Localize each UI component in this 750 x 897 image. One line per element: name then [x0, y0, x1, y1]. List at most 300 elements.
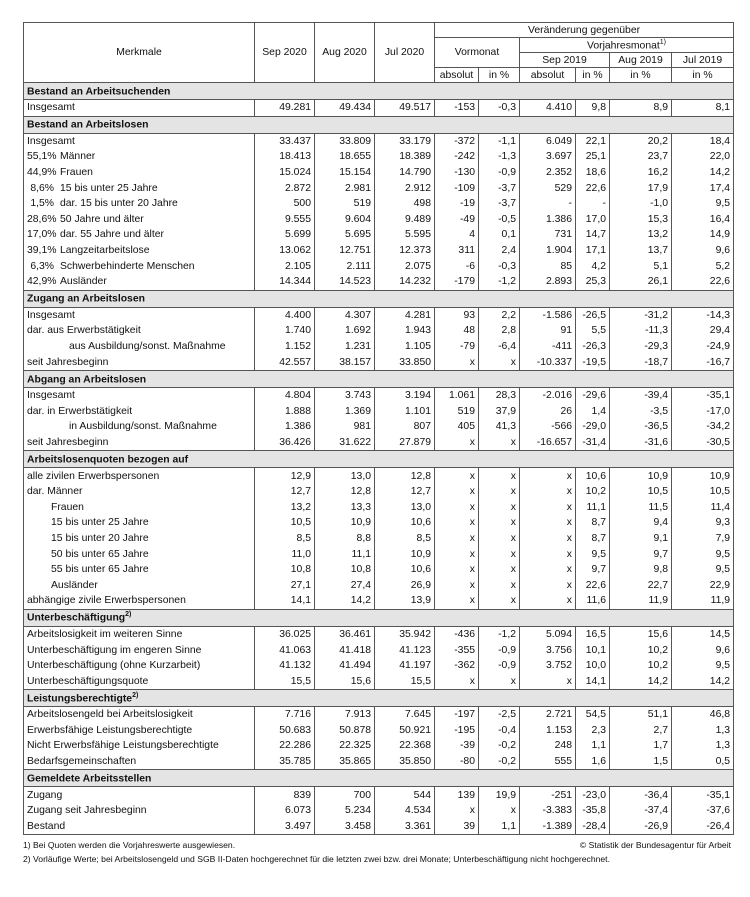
value-cell: 9.489	[375, 212, 435, 228]
value-cell: 1,5	[610, 754, 672, 770]
value-cell: 11,5	[610, 499, 672, 515]
value-cell: 500	[255, 196, 315, 212]
value-cell: 5.695	[315, 227, 375, 243]
value-cell: 22,0	[672, 149, 734, 165]
section-header	[24, 770, 734, 787]
value-cell: 11,1	[576, 499, 610, 515]
value-cell: 85	[520, 258, 576, 274]
value-cell: x	[479, 531, 520, 547]
value-cell: 33.850	[375, 354, 435, 370]
value-cell: 8,8	[315, 531, 375, 547]
section-title-cell	[24, 370, 734, 387]
row-label: Zugang	[27, 789, 63, 801]
value-cell: 11,9	[610, 593, 672, 609]
value-cell: 9,5	[672, 658, 734, 674]
value-cell: -3,5	[610, 404, 672, 420]
table-row	[24, 626, 734, 642]
value-cell: -3,7	[479, 180, 520, 196]
value-cell: 11,0	[255, 546, 315, 562]
copyright: © Statistik der Bundesagentur für Arbeit	[579, 840, 731, 851]
value-cell: 9,6	[672, 642, 734, 658]
row-label: Erwerbsfähige Leistungsberechtigte	[27, 724, 193, 736]
value-cell: 1,1	[576, 738, 610, 754]
value-cell: -1,3	[479, 149, 520, 165]
value-cell: x	[435, 531, 479, 547]
row-label-cell	[24, 196, 255, 212]
value-cell: 4	[435, 227, 479, 243]
row-label-cell	[24, 274, 255, 290]
row-label-cell	[24, 626, 255, 642]
value-cell: 33.437	[255, 133, 315, 149]
value-cell: -0,3	[479, 258, 520, 274]
value-cell: 1.386	[255, 419, 315, 435]
value-cell: 15,6	[610, 626, 672, 642]
value-cell: 5.699	[255, 227, 315, 243]
value-cell: -1,2	[479, 274, 520, 290]
value-cell: 2.721	[520, 707, 576, 723]
value-cell: x	[435, 593, 479, 609]
value-cell: -1,1	[479, 133, 520, 149]
value-cell: 14,1	[576, 673, 610, 689]
veraenderung-header: Veränderung gegenüber	[435, 23, 734, 38]
value-cell: 18.389	[375, 149, 435, 165]
value-cell: -80	[435, 754, 479, 770]
value-cell: 19,9	[479, 787, 520, 803]
value-cell: 5,5	[576, 323, 610, 339]
table-row	[24, 258, 734, 274]
row-label: Frauen	[60, 167, 93, 179]
row-label: dar. 55 Jahre und älter	[60, 229, 164, 241]
value-cell: -3,7	[479, 196, 520, 212]
value-cell: 15,5	[375, 673, 435, 689]
value-cell: 15,5	[255, 673, 315, 689]
row-label-cell	[24, 243, 255, 259]
value-cell: -436	[435, 626, 479, 642]
row-label: Arbeitslosigkeit im weiteren Sinne	[27, 628, 183, 640]
row-label-cell	[24, 387, 255, 403]
row-label: Bestand	[27, 820, 66, 832]
row-label: Insgesamt	[27, 135, 75, 147]
value-cell: x	[520, 468, 576, 484]
row-label: 55 bis unter 65 Jahre	[51, 564, 149, 576]
section-title-cell	[24, 609, 734, 626]
row-label: 50 bis unter 65 Jahre	[51, 548, 149, 560]
value-cell: -49	[435, 212, 479, 228]
value-cell: 10,5	[672, 484, 734, 500]
value-cell: 10,9	[610, 468, 672, 484]
value-cell: 1.061	[435, 387, 479, 403]
value-cell: 15.024	[255, 165, 315, 181]
value-cell: -0,4	[479, 723, 520, 739]
row-label-cell	[24, 133, 255, 149]
value-cell: 10,8	[255, 562, 315, 578]
row-label-cell	[24, 562, 255, 578]
value-cell: 1.386	[520, 212, 576, 228]
row-label: dar. Männer	[27, 486, 83, 498]
table-row	[24, 354, 734, 370]
value-cell: 25,1	[576, 149, 610, 165]
value-cell: 14.523	[315, 274, 375, 290]
value-cell: 22.286	[255, 738, 315, 754]
value-cell: x	[435, 562, 479, 578]
value-cell: -0,9	[479, 165, 520, 181]
value-cell: 1,7	[610, 738, 672, 754]
row-label-cell	[24, 577, 255, 593]
value-cell: x	[479, 484, 520, 500]
value-cell: 35.785	[255, 754, 315, 770]
value-cell: x	[479, 546, 520, 562]
section-header	[24, 370, 734, 387]
row-label-cell	[24, 484, 255, 500]
value-cell: 700	[315, 787, 375, 803]
value-cell: -197	[435, 707, 479, 723]
value-cell: -1.586	[520, 307, 576, 323]
value-cell: 14.232	[375, 274, 435, 290]
table-row	[24, 274, 734, 290]
value-cell: 5.094	[520, 626, 576, 642]
value-cell: 25,3	[576, 274, 610, 290]
value-cell: x	[479, 673, 520, 689]
value-cell: -26,5	[576, 307, 610, 323]
value-cell: 15.154	[315, 165, 375, 181]
value-cell: 8,5	[255, 531, 315, 547]
row-label: dar. aus Erwerbstätigkeit	[27, 325, 141, 337]
share-percent: 1,5%	[30, 198, 54, 210]
value-cell: 2.352	[520, 165, 576, 181]
row-label-cell	[24, 404, 255, 420]
value-cell: 13,0	[375, 499, 435, 515]
value-cell: 54,5	[576, 707, 610, 723]
row-label: in Ausbildung/sonst. Maßnahme	[69, 421, 217, 433]
value-cell: 9.555	[255, 212, 315, 228]
table-row	[24, 323, 734, 339]
section-header	[24, 290, 734, 307]
value-cell: -195	[435, 723, 479, 739]
table-row	[24, 404, 734, 420]
value-cell: 2.872	[255, 180, 315, 196]
section-title: Leistungsberechtigte	[27, 693, 133, 705]
row-label-cell	[24, 658, 255, 674]
section-title: Gemeldete Arbeitsstellen	[27, 773, 152, 785]
value-cell: 1.101	[375, 404, 435, 420]
value-cell: 1.369	[315, 404, 375, 420]
value-cell: -16,7	[672, 354, 734, 370]
row-label: seit Jahresbeginn	[27, 356, 109, 368]
value-cell: -411	[520, 339, 576, 355]
value-cell: -26,4	[672, 819, 734, 835]
table-row	[24, 435, 734, 451]
value-cell: 13,9	[375, 593, 435, 609]
table-row	[24, 196, 734, 212]
value-cell: -242	[435, 149, 479, 165]
value-cell: 10,0	[576, 658, 610, 674]
value-cell: 14,9	[672, 227, 734, 243]
value-cell: 27.879	[375, 435, 435, 451]
table-row	[24, 562, 734, 578]
value-cell: -	[576, 196, 610, 212]
row-label-cell	[24, 339, 255, 355]
row-label-cell	[24, 419, 255, 435]
share-percent: 28,6%	[27, 213, 57, 225]
value-cell: 3.752	[520, 658, 576, 674]
value-cell: -566	[520, 419, 576, 435]
table-row	[24, 593, 734, 609]
row-label-cell	[24, 787, 255, 803]
value-cell: 12.751	[315, 243, 375, 259]
row-label-cell	[24, 499, 255, 515]
value-cell: 33.179	[375, 133, 435, 149]
row-label-cell	[24, 212, 255, 228]
value-cell: -251	[520, 787, 576, 803]
row-label-cell	[24, 593, 255, 609]
value-cell: -17,0	[672, 404, 734, 420]
value-cell: -31,2	[610, 307, 672, 323]
value-cell: x	[520, 484, 576, 500]
value-cell: 49.434	[315, 100, 375, 117]
value-cell: -0,3	[479, 100, 520, 117]
value-cell: -29,0	[576, 419, 610, 435]
value-cell: 981	[315, 419, 375, 435]
value-cell: -0,9	[479, 658, 520, 674]
value-cell: 4.307	[315, 307, 375, 323]
value-cell: -0,2	[479, 738, 520, 754]
value-cell: 731	[520, 227, 576, 243]
row-label: Nicht Erwerbsfähige Leistungsberechtigte	[27, 740, 219, 752]
row-label: abhängige zivile Erwerbspersonen	[27, 595, 186, 607]
value-cell: 10,6	[576, 468, 610, 484]
value-cell: 13,2	[255, 499, 315, 515]
value-cell: 3.756	[520, 642, 576, 658]
table-row	[24, 149, 734, 165]
value-cell: -0,2	[479, 754, 520, 770]
table-body	[24, 83, 734, 835]
value-cell: 807	[375, 419, 435, 435]
value-cell: 2.111	[315, 258, 375, 274]
value-cell: -179	[435, 274, 479, 290]
value-cell: 0,5	[672, 754, 734, 770]
value-cell: 0,1	[479, 227, 520, 243]
value-cell: 3.743	[315, 387, 375, 403]
merkmale-header: Merkmale	[24, 23, 255, 83]
value-cell: 1.231	[315, 339, 375, 355]
value-cell: -36,4	[610, 787, 672, 803]
row-label-cell	[24, 165, 255, 181]
compare-period-header: Jul 2019	[672, 53, 734, 68]
section-header	[24, 116, 734, 133]
row-label-cell	[24, 673, 255, 689]
table-row	[24, 180, 734, 196]
value-cell: 4.804	[255, 387, 315, 403]
value-cell: -	[520, 196, 576, 212]
table-row	[24, 531, 734, 547]
value-cell: -11,3	[610, 323, 672, 339]
row-label-cell	[24, 354, 255, 370]
value-cell: -130	[435, 165, 479, 181]
value-cell: 544	[375, 787, 435, 803]
table-row	[24, 212, 734, 228]
row-label: Unterbeschäftigung (ohne Kurzarbeit)	[27, 660, 201, 672]
value-cell: 12,8	[375, 468, 435, 484]
value-cell: x	[479, 593, 520, 609]
share-percent: 55,1%	[27, 151, 57, 163]
section-title-cell	[24, 690, 734, 707]
value-cell: 12,7	[375, 484, 435, 500]
value-cell: 23,7	[610, 149, 672, 165]
row-label: aus Ausbildung/sonst. Maßnahme	[69, 341, 226, 353]
value-cell: 2.075	[375, 258, 435, 274]
value-cell: x	[435, 484, 479, 500]
value-cell: 41.418	[315, 642, 375, 658]
value-cell: 41.063	[255, 642, 315, 658]
table-row	[24, 243, 734, 259]
value-cell: 839	[255, 787, 315, 803]
section-header	[24, 83, 734, 100]
table-row	[24, 468, 734, 484]
value-cell: -26,9	[610, 819, 672, 835]
value-cell: 519	[435, 404, 479, 420]
row-label: dar. 15 bis unter 20 Jahre	[60, 198, 178, 210]
value-cell: 1.153	[520, 723, 576, 739]
value-cell: 37,9	[479, 404, 520, 420]
row-label-cell	[24, 227, 255, 243]
value-cell: 2,8	[479, 323, 520, 339]
table-row	[24, 339, 734, 355]
table-row	[24, 419, 734, 435]
value-cell: 8,5	[375, 531, 435, 547]
value-cell: 51,1	[610, 707, 672, 723]
share-percent: 39,1%	[27, 245, 57, 257]
value-cell: x	[435, 435, 479, 451]
row-label-cell	[24, 323, 255, 339]
vorjahresmonat-header	[520, 38, 734, 53]
value-cell: x	[520, 562, 576, 578]
value-cell: 42.557	[255, 354, 315, 370]
value-cell: 9,5	[672, 546, 734, 562]
row-label: 50 Jahre und älter	[60, 213, 144, 225]
row-label: Männer	[60, 151, 96, 163]
row-label-cell	[24, 258, 255, 274]
value-cell: -109	[435, 180, 479, 196]
row-label-cell	[24, 819, 255, 835]
value-cell: 14,2	[315, 593, 375, 609]
value-cell: -0,9	[479, 642, 520, 658]
value-cell: 3.194	[375, 387, 435, 403]
value-cell: x	[435, 499, 479, 515]
value-cell: 13.062	[255, 243, 315, 259]
value-cell: 15,3	[610, 212, 672, 228]
row-label-cell	[24, 707, 255, 723]
value-cell: 311	[435, 243, 479, 259]
value-cell: 41,3	[479, 419, 520, 435]
row-label: Frauen	[51, 501, 84, 513]
value-cell: 1.152	[255, 339, 315, 355]
value-cell: 9,5	[576, 546, 610, 562]
value-cell: 18,6	[576, 165, 610, 181]
value-cell: 2,3	[576, 723, 610, 739]
value-cell: 9,3	[672, 515, 734, 531]
section-title: Bestand an Arbeitsuchenden	[27, 86, 171, 98]
value-cell: 13,3	[315, 499, 375, 515]
table-row	[24, 307, 734, 323]
value-cell: x	[520, 577, 576, 593]
table-row	[24, 723, 734, 739]
value-cell: 26,1	[610, 274, 672, 290]
row-label: Bedarfsgemeinschaften	[27, 756, 137, 768]
table-row	[24, 100, 734, 117]
value-cell: 5,2	[672, 258, 734, 274]
value-cell: -35,8	[576, 803, 610, 819]
section-title: Bestand an Arbeitslosen	[27, 119, 149, 131]
row-label-cell	[24, 738, 255, 754]
value-cell: -6	[435, 258, 479, 274]
value-cell: 139	[435, 787, 479, 803]
vormonat-header: Vormonat	[435, 38, 520, 68]
value-cell: 498	[375, 196, 435, 212]
table-row	[24, 642, 734, 658]
value-cell: -37,4	[610, 803, 672, 819]
value-cell: 14,2	[672, 165, 734, 181]
value-cell: 12.373	[375, 243, 435, 259]
value-cell: 12,7	[255, 484, 315, 500]
value-cell: 10,1	[576, 642, 610, 658]
value-cell: 14.790	[375, 165, 435, 181]
value-cell: 22,6	[576, 180, 610, 196]
value-cell: -19	[435, 196, 479, 212]
row-label: alle zivilen Erwerbspersonen	[27, 470, 160, 482]
table-row	[24, 484, 734, 500]
value-cell: 50.878	[315, 723, 375, 739]
table-row	[24, 165, 734, 181]
value-cell: 13,2	[610, 227, 672, 243]
value-cell: 10,2	[576, 484, 610, 500]
value-cell: 3.361	[375, 819, 435, 835]
value-cell: 14,2	[672, 673, 734, 689]
value-cell: 1,4	[576, 404, 610, 420]
table-row	[24, 738, 734, 754]
table-row	[24, 577, 734, 593]
table-row	[24, 707, 734, 723]
value-cell: -0,5	[479, 212, 520, 228]
value-cell: 1.105	[375, 339, 435, 355]
value-cell: x	[520, 515, 576, 531]
value-cell: 3.697	[520, 149, 576, 165]
value-cell: 9,8	[610, 562, 672, 578]
value-cell: 9,5	[672, 562, 734, 578]
absolut-header: absolut	[520, 68, 576, 83]
section-title-cell	[24, 116, 734, 133]
table-row	[24, 673, 734, 689]
value-cell: 248	[520, 738, 576, 754]
row-label: Unterbeschäftigungsquote	[27, 675, 149, 687]
table-row	[24, 658, 734, 674]
value-cell: 17,0	[576, 212, 610, 228]
value-cell: -355	[435, 642, 479, 658]
share-percent: 44,9%	[27, 167, 57, 179]
table-row	[24, 387, 734, 403]
value-cell: 7.913	[315, 707, 375, 723]
vorjahresmonat-label: Vorjahresmonat	[587, 40, 660, 52]
row-label-cell	[24, 100, 255, 117]
value-cell: x	[520, 546, 576, 562]
value-cell: 31.622	[315, 435, 375, 451]
value-cell: 8,1	[672, 100, 734, 117]
value-cell: 10,9	[672, 468, 734, 484]
table-row	[24, 546, 734, 562]
value-cell: -372	[435, 133, 479, 149]
value-cell: -6,4	[479, 339, 520, 355]
value-cell: -16.657	[520, 435, 576, 451]
value-cell: 27,4	[315, 577, 375, 593]
